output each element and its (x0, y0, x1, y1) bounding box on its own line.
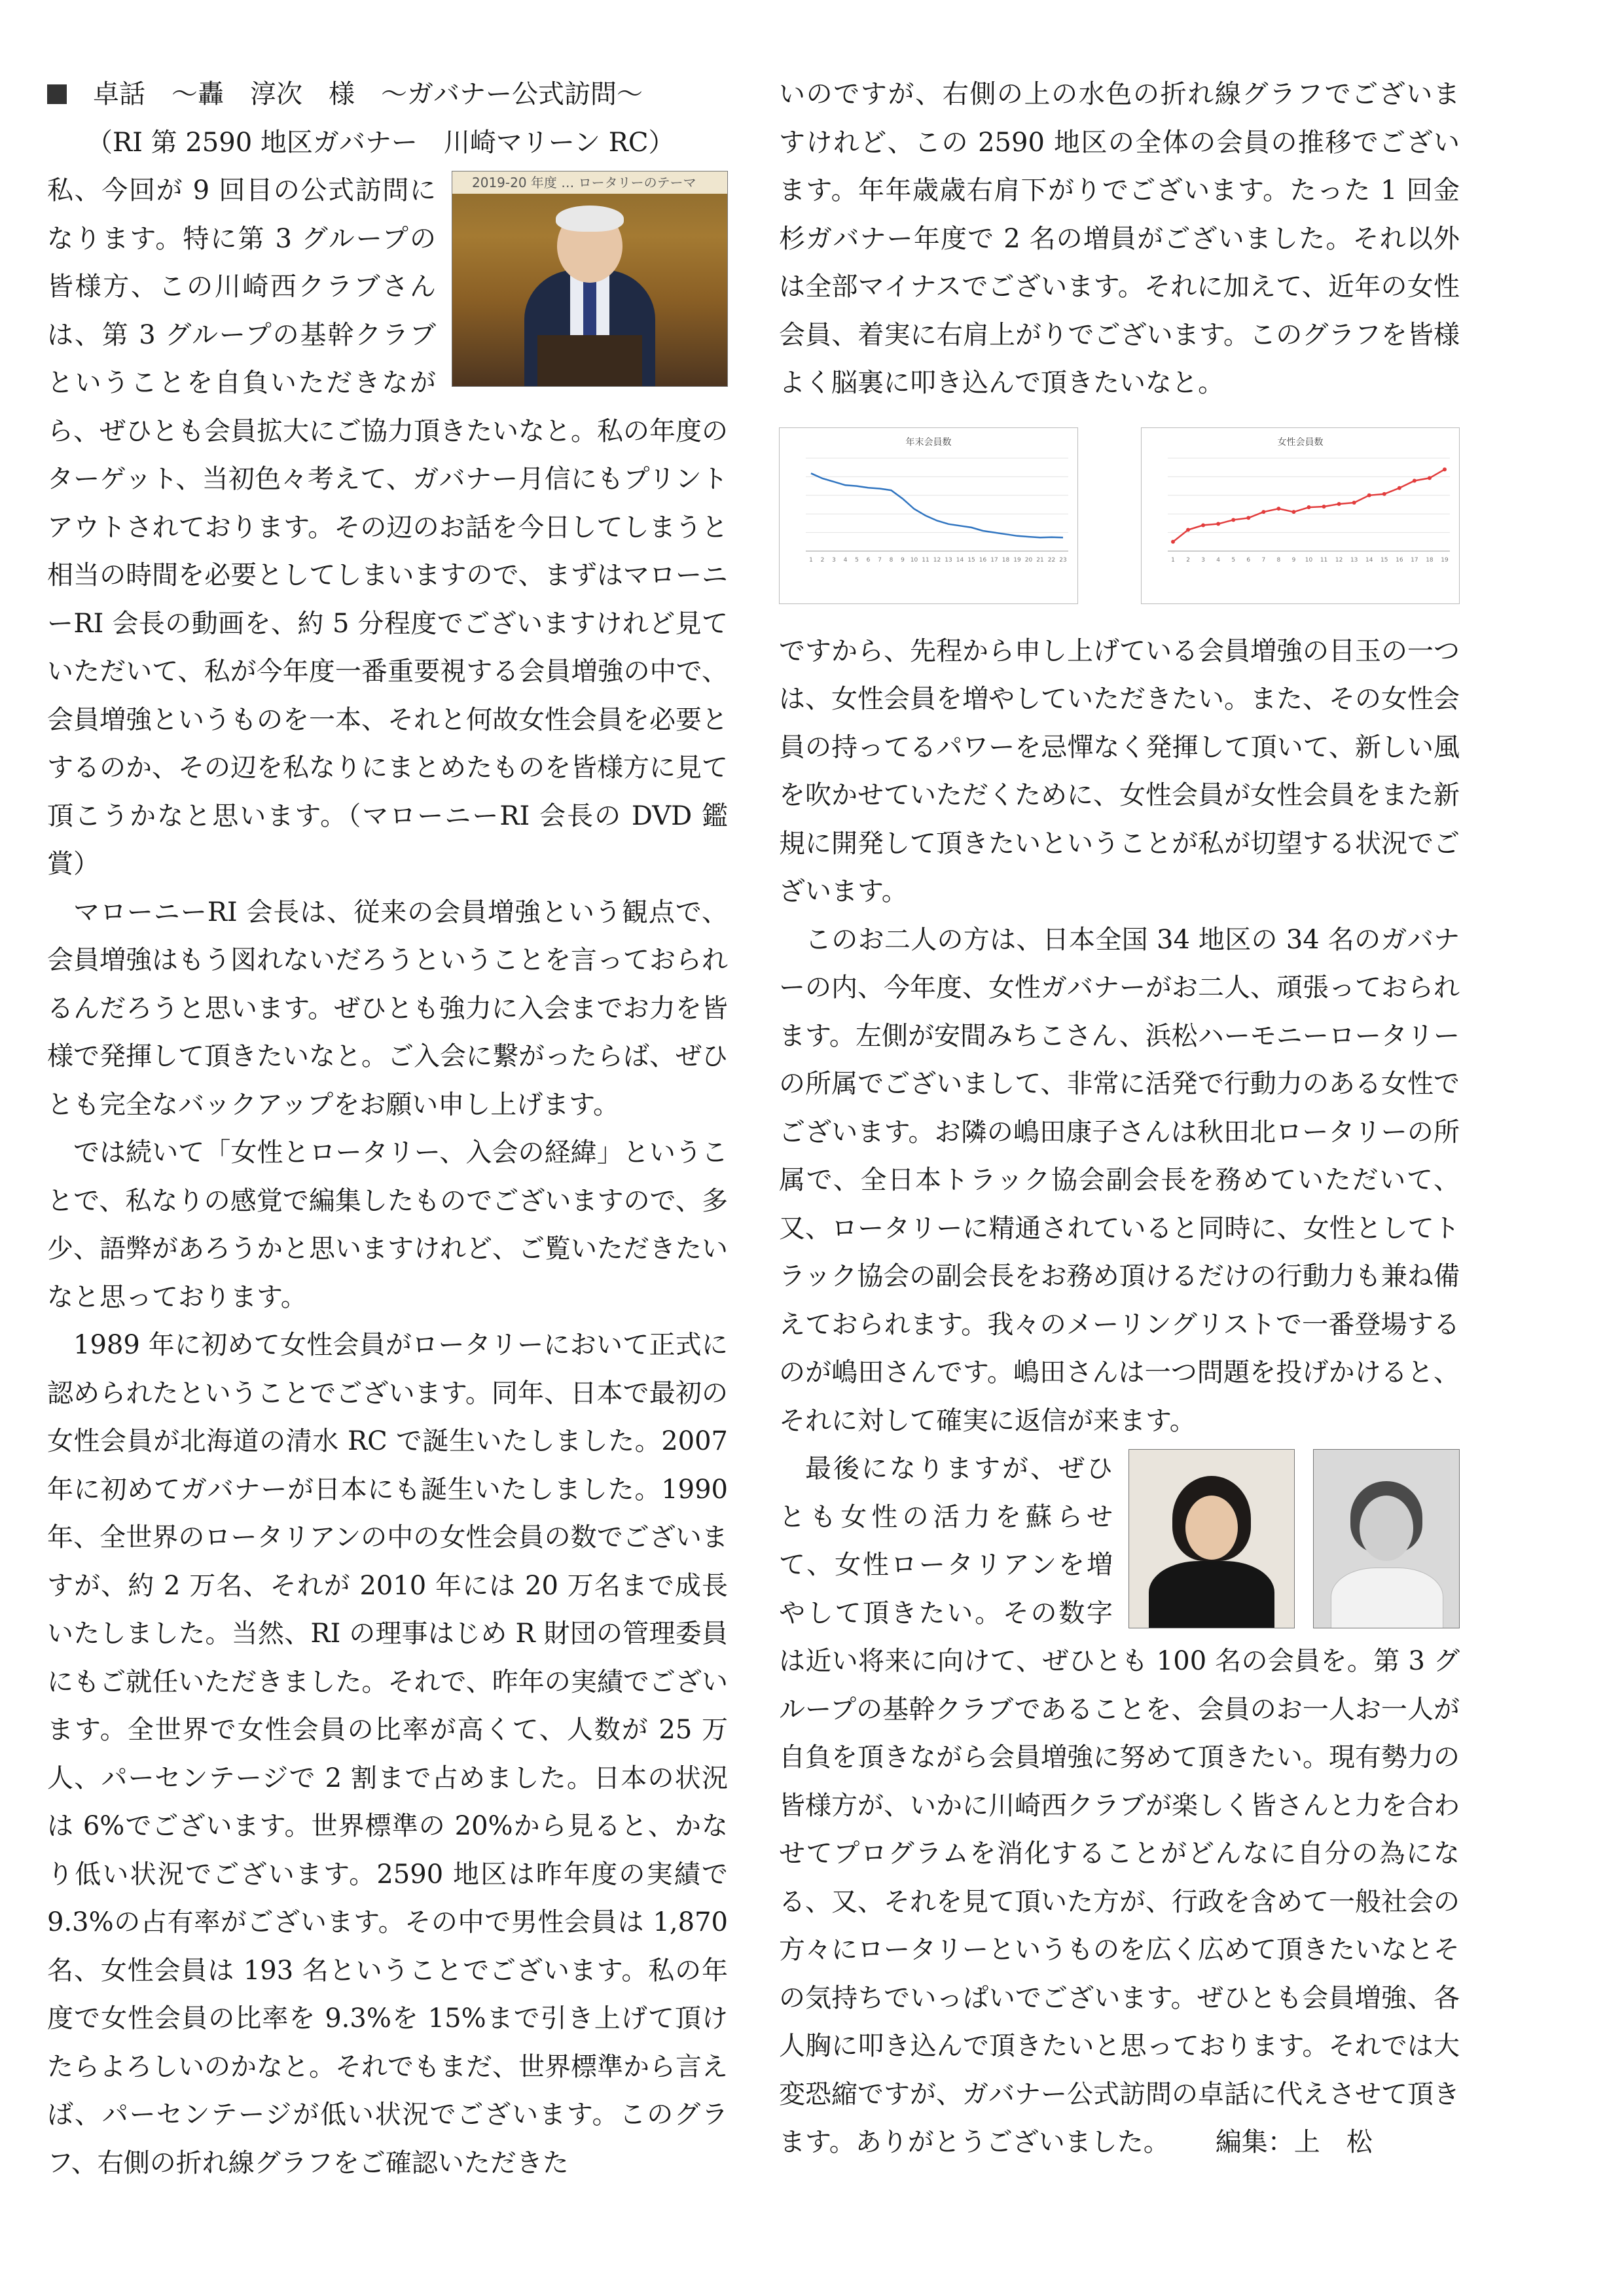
woman1-body (1149, 1561, 1274, 1628)
x-tick-label: 9 (901, 556, 905, 564)
paragraph-6: ですから、先程から申し上げている会員増強の目玉の一つは、女性会員を増やしていただきたい。また、その女性会員の持ってるパワーを忌憚なく発揮して頂いて、新しい風を吹かせていただくために、女性会員が女性会員をまた新規に開発して頂きたいということが私が切望する状況でございます。 (779, 636, 1460, 906)
woman2-face (1360, 1496, 1413, 1561)
data-point (1322, 505, 1326, 509)
x-tick-label: 4 (843, 556, 848, 564)
paragraph-5: いのですが、右側の上の水色の折れ線グラフでございますけれど、この 2590 地区の全体の会員の推移でございます。年年歳歳右肩下がりでございます。たった 1 回金杉ガバナー年度で 2 名の増員がございました。それ以外は全部マイナスでございます。それに加えて、近年の女性会員、着実に右肩上がりでございます。このグラフを皆様よく脳裏に叩き込んで頂きたいなと。 (779, 79, 1460, 398)
governor-photo (452, 171, 728, 387)
x-tick-label: 17 (1411, 556, 1418, 564)
data-point (1246, 516, 1250, 520)
charts-row (779, 427, 1460, 604)
data-point (1367, 493, 1371, 497)
x-tick-label: 7 (878, 556, 882, 564)
x-tick-label: 4 (1216, 556, 1221, 564)
x-tick-label: 10 (1305, 556, 1313, 564)
data-point (1291, 510, 1295, 514)
data-point (1201, 523, 1205, 527)
paragraph-4: 1989 年に初めて女性会員がロータリーにおいて正式に認められたということでございます。同年、日本で最初の女性会員が北海道の清水 RC で誕生いたしました。2007 年に初めてガバナーが日本にも誕生いたしました。1990 年、全世界のロータリアンの中の女性会員の数でございますが、約 2 万名、それが 2010 年には 20 万名まで成長いたしました。当然、RI の理事はじめ R 財団の管理委員にもご就任いただきました。それで、昨年の実績でございます。全世界で女性会員の比率が高くて、人数が 25 万人、パーセンテージで 2 割まで占めました。日本の状況は 6%でございます。世界標準の 20%から見ると、かなり低い状況でございます。2590 地区は昨年度の実績で 9.3%の占有率がございます。その中で男性会員は 1,870 名、女性会員は 193 名ということでございます。私の年度で女性会員の比率を 9.3%を 15%まで引き上げて頂けたらよろしいのかなと。それでもまだ、世界標準から言えば、パーセンテージが低い状況でございます。このグラフ、右側の折れ線グラフをご確認いただきた (47, 1330, 728, 2178)
data-point (1307, 505, 1311, 509)
article-subtitle: （RI 第 2590 地区ガバナー 川崎マリーン RC） (86, 127, 675, 158)
x-tick-label: 12 (1335, 556, 1343, 564)
woman1-face (1185, 1496, 1238, 1560)
x-tick-label: 14 (1365, 556, 1373, 564)
data-point (1352, 500, 1356, 504)
x-tick-label: 3 (1201, 556, 1205, 564)
closing-text: 最後になりますが、ぜひとも女性の活力を蘇らせて、女性ロータリアンを増やして頂きたい。その数字は近い将来に向けて、ぜひとも 100 名の会員を。第 3 グループの基幹クラブであることを、会員のお一人お一人が自負を頂きながら会員増強に努めて頂きたい。現有勢力の皆様方が、いかに川崎西クラブが楽しく皆さんと力を合わせてプログラムを消化することがどんなに自分の為になる、又、それを見て頂いた方が、行政を含めて一般社会の方々にロータリーというものを広く広めて頂きたいなとその気持ちでいっぱいでございます。ぜひとも会員増強、各人胸に叩き込んで頂きたいと思っております。それでは大変恐縮ですが、ガバナー公式訪問の卓話に代えさせて頂きます。ありがとうございました。 (779, 1454, 1460, 2157)
photo-banner: 2019-20 年度 … ロータリーのテーマ (452, 171, 727, 194)
left-column (47, 71, 728, 2187)
x-tick-label: 15 (1380, 556, 1388, 564)
x-tick-label: 11 (922, 556, 929, 564)
x-tick-label: 16 (979, 556, 987, 564)
speaker-tie (583, 276, 596, 342)
governor-photo-right (1313, 1449, 1460, 1628)
x-tick-label: 12 (933, 556, 941, 564)
x-tick-label: 13 (1350, 556, 1358, 564)
x-tick-label: 17 (990, 556, 998, 564)
data-point (1276, 507, 1280, 511)
data-point (1261, 510, 1265, 514)
data-point (1398, 486, 1401, 490)
total-members-chart (779, 427, 1078, 604)
women-governors-photos (1128, 1449, 1460, 1628)
x-tick-label: 19 (1013, 556, 1021, 564)
paragraph-7: このお二人の方は、日本全国 34 地区の 34 名のガバナーの内、今年度、女性ガバナーがお二人、頑張っておられます。左側が安間みちこさん、浜松ハーモニーロータリーの所属でございまして、非常に活発で行動力のある女性でございます。お隣の嶋田康子さんは秋田北ロータリーの所属で、全日本トラック協会副会長を務めていただいて、又、ロータリーに精通されていると同時に、女性としてトラック協会の副会長をお務め頂けるだけの行動力も兼ね備えておられます。我々のメーリングリストで一番登場するのが嶋田さんです。嶋田さんは一つ問題を投げかけると、それに対して確実に返信が来ます。 (779, 924, 1460, 1436)
x-tick-label: 13 (945, 556, 952, 564)
paragraph-3: では続いて「女性とロータリー、入会の経緯」ということで、私なりの感覚で編集したものでございますので、多少、語弊があろうかと思いますけれど、ご覧いただきたいなと思っております。 (47, 1138, 728, 1312)
podium (537, 335, 642, 387)
x-tick-label: 18 (1001, 556, 1010, 564)
x-tick-label: 8 (1276, 556, 1281, 564)
x-tick-label: 5 (1231, 556, 1236, 564)
x-tick-label: 19 (1441, 556, 1449, 564)
data-point (1231, 518, 1235, 522)
woman2-body (1331, 1568, 1443, 1628)
x-tick-label: 16 (1396, 556, 1403, 564)
x-tick-label: 11 (1320, 556, 1328, 564)
data-point (1186, 528, 1190, 531)
x-tick-label: 10 (910, 556, 918, 564)
data-point (1337, 501, 1341, 505)
x-tick-label: 9 (1291, 556, 1296, 564)
x-tick-label: 23 (1059, 556, 1067, 564)
x-tick-label: 22 (1047, 556, 1056, 564)
right-column (779, 71, 1460, 2167)
paragraph-1: 私、今回が 9 回目の公式訪問になります。特に第 3 グループの皆様方、この川崎西クラブさんは、第 3 グループの基幹クラブということを自負いただきながら、ぜひとも会員拡大にご協力頂きたいなと。私の年度のターゲット、当初色々考えて、ガバナー月信にもプリントアウトされております。その辺のお話を今日してしまうと相当の時間を必要としてしまいますので、まずはマローニーRI 会長の動画を、約 5 分程度でございますけれど見ていただいて、私が今年度一番重要視する会員増強の中で、会員増強というものを一本、それと何故女性会員を必要とするのか、その辺を私なりにまとめたものを皆様方に見て頂こうかなと思います。（マローニーRI 会長の DVD 鑑賞） (47, 175, 728, 879)
data-point (1443, 467, 1447, 471)
female-members-chart (1141, 427, 1460, 604)
x-tick-label: 18 (1426, 556, 1434, 564)
data-point (1171, 539, 1175, 543)
x-tick-label: 1 (809, 556, 813, 564)
x-tick-label: 5 (855, 556, 859, 564)
series-line (811, 473, 1063, 537)
x-tick-label: 15 (967, 556, 975, 564)
data-point (1413, 478, 1416, 482)
x-tick-label: 7 (1261, 556, 1266, 564)
data-point (1428, 476, 1432, 480)
article-heading (47, 71, 728, 119)
paragraph-2: マローニーRI 会長は、従来の会員増強という観点で、会員増強はもう図れないだろうということを言っておられるんだろうと思います。ぜひとも強力に入会までお力を皆様で発揮して頂きたいなと。ご入会に繋がったらば、ぜひとも完全なバックアップをお願い申し上げます。 (47, 897, 728, 1120)
x-tick-label: 1 (1171, 556, 1175, 564)
heading-title: 卓話 ～轟 淳次 様 ～ガバナー公式訪問～ (93, 79, 643, 109)
data-point (1216, 522, 1220, 526)
chart-title: 女性会員数 (1277, 437, 1324, 448)
x-tick-label: 2 (1186, 556, 1190, 564)
x-tick-label: 21 (1036, 556, 1044, 564)
x-tick-label: 6 (866, 556, 871, 564)
chart-title: 年末会員数 (905, 437, 952, 448)
x-tick-label: 3 (832, 556, 836, 564)
square-bullet-icon (47, 84, 67, 104)
x-tick-label: 6 (1246, 556, 1251, 564)
x-tick-label: 2 (820, 556, 825, 564)
speaker-hair (556, 206, 624, 232)
data-point (1382, 492, 1386, 495)
x-tick-label: 14 (956, 556, 964, 564)
governor-photo-left (1128, 1449, 1295, 1628)
x-tick-label: 20 (1024, 556, 1033, 564)
editor-credit: 編集：上 松 (1215, 2127, 1373, 2157)
x-tick-label: 8 (889, 556, 893, 564)
